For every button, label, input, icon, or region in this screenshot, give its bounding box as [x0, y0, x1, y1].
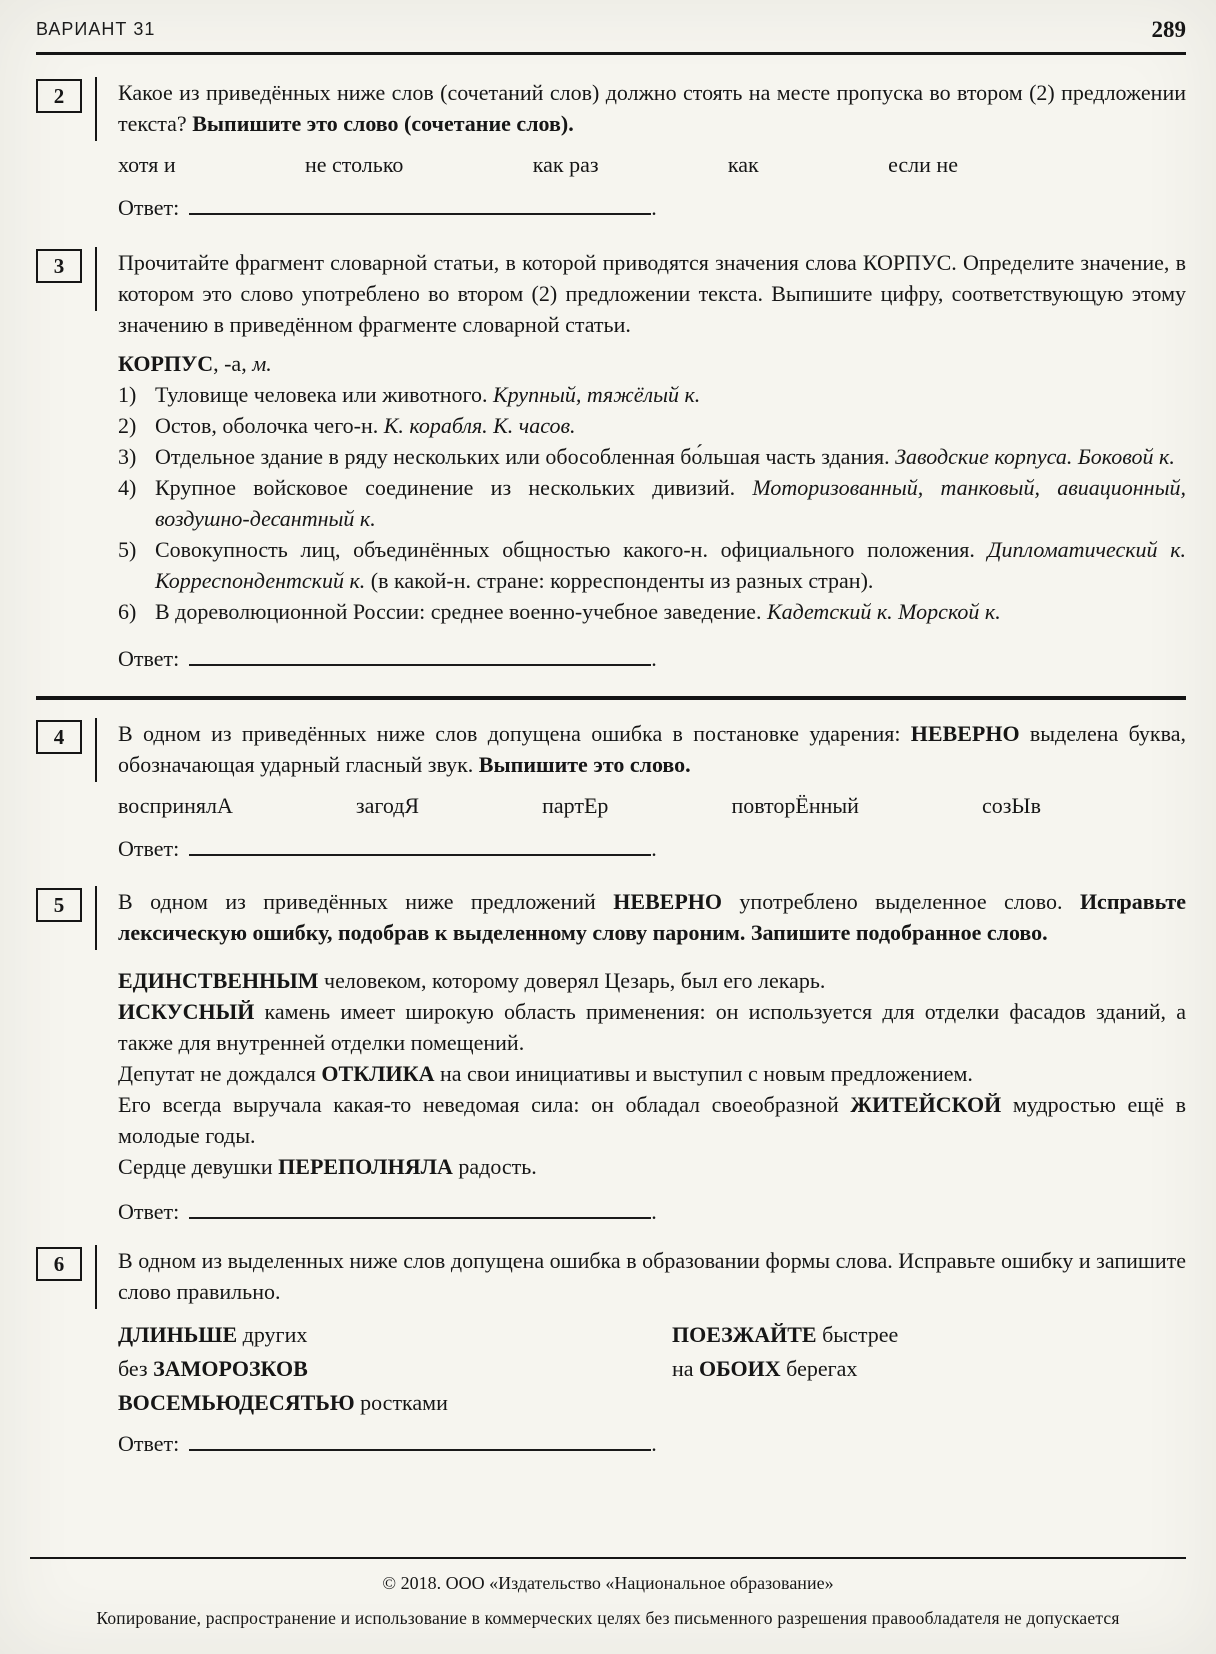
word-options-row — [118, 149, 1186, 180]
sentence-list — [118, 965, 1186, 1182]
task-instruction: В одном из выделенных ниже слов допущена ошибка в образовании формы слова. Исправьте ошибку и запишите слово правильно. — [118, 1248, 1186, 1304]
form-item: ДЛИНЬШЕ других — [118, 1322, 308, 1347]
definition-number: 2) — [118, 413, 137, 438]
task-2 — [36, 77, 1186, 223]
answer-label: Ответ: — [118, 1199, 180, 1224]
task-4-gutter — [36, 718, 118, 864]
task-number-box: 5 — [36, 888, 82, 922]
page-header — [36, 14, 1186, 45]
answer-blank — [189, 193, 651, 215]
forms-column-right — [672, 1318, 1186, 1420]
form-item: ВОСЕМЬЮДЕСЯТЬЮ ростками — [118, 1390, 448, 1415]
answer-row — [118, 192, 1186, 223]
task-6-gutter — [36, 1245, 118, 1459]
answer-row — [118, 833, 1186, 864]
word-option: воспринялА — [118, 793, 233, 818]
word-options-row — [118, 790, 1186, 821]
definition-number: 5) — [118, 537, 137, 562]
task-3-gutter — [36, 247, 118, 674]
task-number-box: 6 — [36, 1247, 82, 1281]
task-number-box: 2 — [36, 79, 82, 113]
answer-row — [118, 1428, 1186, 1459]
forms-column-left — [118, 1318, 672, 1420]
task-gutter-rule — [95, 886, 97, 950]
answer-blank — [189, 1197, 651, 1219]
answer-label: Ответ: — [118, 195, 180, 220]
word-option: партЕр — [542, 793, 609, 818]
variant-label: ВАРИАНТ 31 — [36, 19, 156, 39]
section-divider — [36, 696, 1186, 700]
task-2-gutter — [36, 77, 118, 223]
sentence: ИСКУСНЫЙ камень имеет широкую область применения: он используется для отделки фасадов зданий, а также для внутренней отделки помещений. — [118, 999, 1186, 1055]
word-option: если не — [888, 152, 958, 177]
sentence: Его всегда выручала какая-то неведомая сила: он обладал своеобразной ЖИТЕЙСКОЙ мудростью ещё в молодые годы. — [118, 1092, 1186, 1148]
header-rule — [36, 52, 1186, 55]
task-number-box: 4 — [36, 720, 82, 754]
copyright-line: © 2018. ООО «Издательство «Национальное образование» — [382, 1573, 834, 1593]
answer-period: . — [651, 1431, 657, 1456]
definition-text: В дореволюционной России: среднее военно-учебное заведение. Кадетский к. Морской к. — [155, 599, 1001, 624]
word-option: как раз — [532, 152, 599, 177]
sentence: Сердце девушки ПЕРЕПОЛНЯЛА радость. — [118, 1154, 537, 1179]
word-option: хотя и — [118, 152, 176, 177]
dictionary-entry — [118, 348, 1186, 627]
definition-text: Совокупность лиц, объединённых общностью какого-н. официального положения. Дипломатический к. Корреспондентский к. (в какой-н. стране: корреспонденты из разных стран). — [155, 537, 1186, 593]
page-number: 289 — [1151, 17, 1186, 42]
answer-row — [118, 643, 1186, 674]
answer-row — [118, 1196, 1186, 1227]
notice-line: Копирование, распространение и использование в коммерческих целях без письменного разрешения правообладателя не допускается — [96, 1608, 1120, 1628]
page-footer — [30, 1557, 1186, 1634]
task-instruction: Какое из приведённых ниже слов (сочетаний слов) должно стоять на месте пропуска во втором (2) предложении текста? Выпишите это слово (сочетание слов). — [118, 80, 1186, 136]
task-instruction: Прочитайте фрагмент словарной статьи, в которой приводятся значения слова КОРПУС. Определите значение, в котором это слово употреблено во втором (2) предложении текста. Выпишите цифру, соответствующую этому значению в приведённом фрагменте словарной статьи. — [118, 250, 1186, 337]
task-number-box: 3 — [36, 249, 82, 283]
form-item: на ОБОИХ берегах — [672, 1356, 858, 1381]
answer-period: . — [651, 1199, 657, 1224]
task-gutter-rule — [95, 718, 97, 782]
task-instruction: В одном из приведённых ниже предложений НЕВЕРНО употреблено выделенное слово. Исправьте лексическую ошибку, подобрав к выделенному слову пароним. Запишите подобранное слово. — [118, 889, 1186, 945]
word-option: созЫв — [981, 793, 1041, 818]
dictionary-definition — [118, 534, 1186, 596]
answer-blank — [189, 1429, 651, 1451]
word-option: как — [727, 152, 759, 177]
definition-text: Остов, оболочка чего-н. К. корабля. К. часов. — [155, 413, 576, 438]
definition-number: 6) — [118, 599, 137, 624]
answer-label: Ответ: — [118, 1431, 180, 1456]
sentence: Депутат не дождался ОТКЛИКА на свои инициативы и выступил с новым предложением. — [118, 1061, 973, 1086]
task-3 — [36, 247, 1186, 674]
definition-text: Туловище человека или животного. Крупный, тяжёлый к. — [155, 382, 701, 407]
task-6 — [36, 1245, 1186, 1459]
word-option: не столько — [304, 152, 404, 177]
answer-label: Ответ: — [118, 836, 180, 861]
task-4 — [36, 718, 1186, 864]
task-gutter-rule — [95, 247, 97, 311]
definition-text: Отдельное здание в ряду нескольких или обособленная бо́льшая часть здания. Заводские корпуса. Боковой к. — [155, 444, 1175, 469]
task-instruction: В одном из приведённых ниже слов допущена ошибка в постановке ударения: НЕВЕРНО выделена буква, обозначающая ударный гласный звук. Выпишите это слово. — [118, 721, 1186, 777]
sentence: ЕДИНСТВЕННЫМ человеком, которому доверял Цезарь, был его лекарь. — [118, 968, 826, 993]
task-gutter-rule — [95, 1245, 97, 1309]
dictionary-headword: КОРПУС, -а, м. — [118, 351, 272, 376]
footer-rule — [30, 1557, 1186, 1559]
answer-period: . — [651, 646, 657, 671]
dictionary-definition — [118, 379, 1186, 410]
definition-number: 4) — [118, 475, 137, 500]
definition-number: 3) — [118, 444, 137, 469]
answer-label: Ответ: — [118, 646, 180, 671]
dictionary-definition — [118, 410, 1186, 441]
answer-blank — [189, 834, 651, 856]
task-5-gutter — [36, 886, 118, 1227]
answer-blank — [189, 644, 651, 666]
answer-period: . — [651, 836, 657, 861]
dictionary-definition — [118, 472, 1186, 534]
answer-period: . — [651, 195, 657, 220]
definition-text: Крупное войсковое соединение из нескольких дивизий. Моторизованный, танковый, авиационный, воздушно-десантный к. — [155, 475, 1186, 531]
form-item: без ЗАМОРОЗКОВ — [118, 1356, 308, 1381]
task-gutter-rule — [95, 77, 97, 141]
word-option: повторЁнный — [731, 793, 859, 818]
task-5 — [36, 886, 1186, 1227]
word-option: загодЯ — [355, 793, 420, 818]
dictionary-definition — [118, 441, 1186, 472]
dictionary-definition — [118, 596, 1186, 627]
form-item: ПОЕЗЖАЙТЕ быстрее — [672, 1322, 899, 1347]
definition-number: 1) — [118, 382, 137, 407]
forms-grid — [118, 1318, 1186, 1420]
